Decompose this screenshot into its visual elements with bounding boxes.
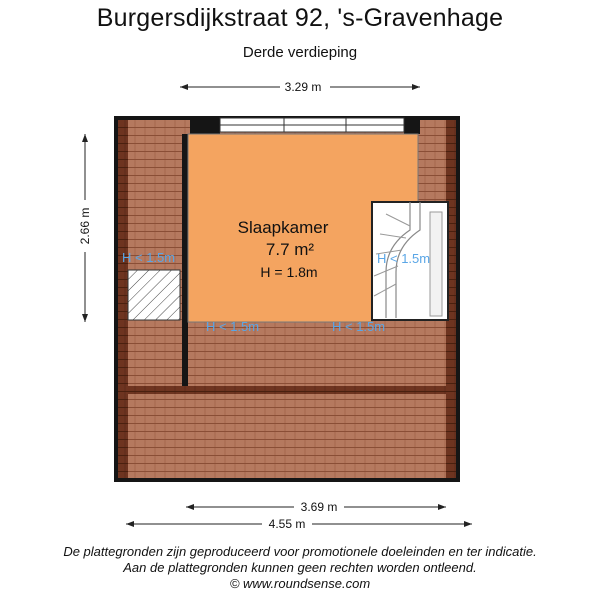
dimension-bottom-outer-label: 4.55 m <box>268 517 306 531</box>
roof-ridge <box>118 386 456 394</box>
floor-name: Derde verdieping <box>242 44 358 61</box>
low-height-label-bottom-right: H < 1.5m <box>332 319 386 334</box>
wall-left <box>114 116 118 482</box>
disclaimer-line-2: Aan de plattegronden kunnen geen rechten worden ontleend. <box>123 560 477 575</box>
wall-top-left <box>190 118 220 134</box>
shaft-hatched <box>128 270 180 320</box>
dimension-left <box>77 134 93 322</box>
roof-edge-left <box>118 118 128 480</box>
room-area: 7.7 m² <box>265 240 315 259</box>
dimension-top-label: 3.29 m <box>284 80 322 94</box>
room-name: Slaapkamer <box>237 218 329 237</box>
dimension-bottom-inner-label: 3.69 m <box>300 500 338 514</box>
copyright: © www.roundsense.com <box>229 576 371 591</box>
wall-top-right <box>404 118 420 134</box>
disclaimer <box>0 544 600 592</box>
low-height-label-bottom-left: H < 1.5m <box>206 319 260 334</box>
dimension-bottom-inner <box>186 499 446 515</box>
disclaimer-line-1: De plattegronden zijn geproduceerd voor promotionele doeleinden en ter indicatie. <box>63 544 537 559</box>
wall-partition-left <box>182 134 188 386</box>
wall-bottom <box>114 478 460 482</box>
low-height-label-stair: H < 1.5m <box>377 251 431 266</box>
dimension-left-label: 2.66 m <box>78 207 92 245</box>
dimension-top <box>180 79 420 95</box>
page-title: Burgersdijkstraat 92, 's-Gravenhage <box>96 4 504 32</box>
dimension-bottom-outer <box>126 516 472 532</box>
room-height: H = 1.8m <box>260 264 318 280</box>
low-height-label-left: H < 1.5m <box>122 250 176 265</box>
wall-right <box>456 116 460 482</box>
